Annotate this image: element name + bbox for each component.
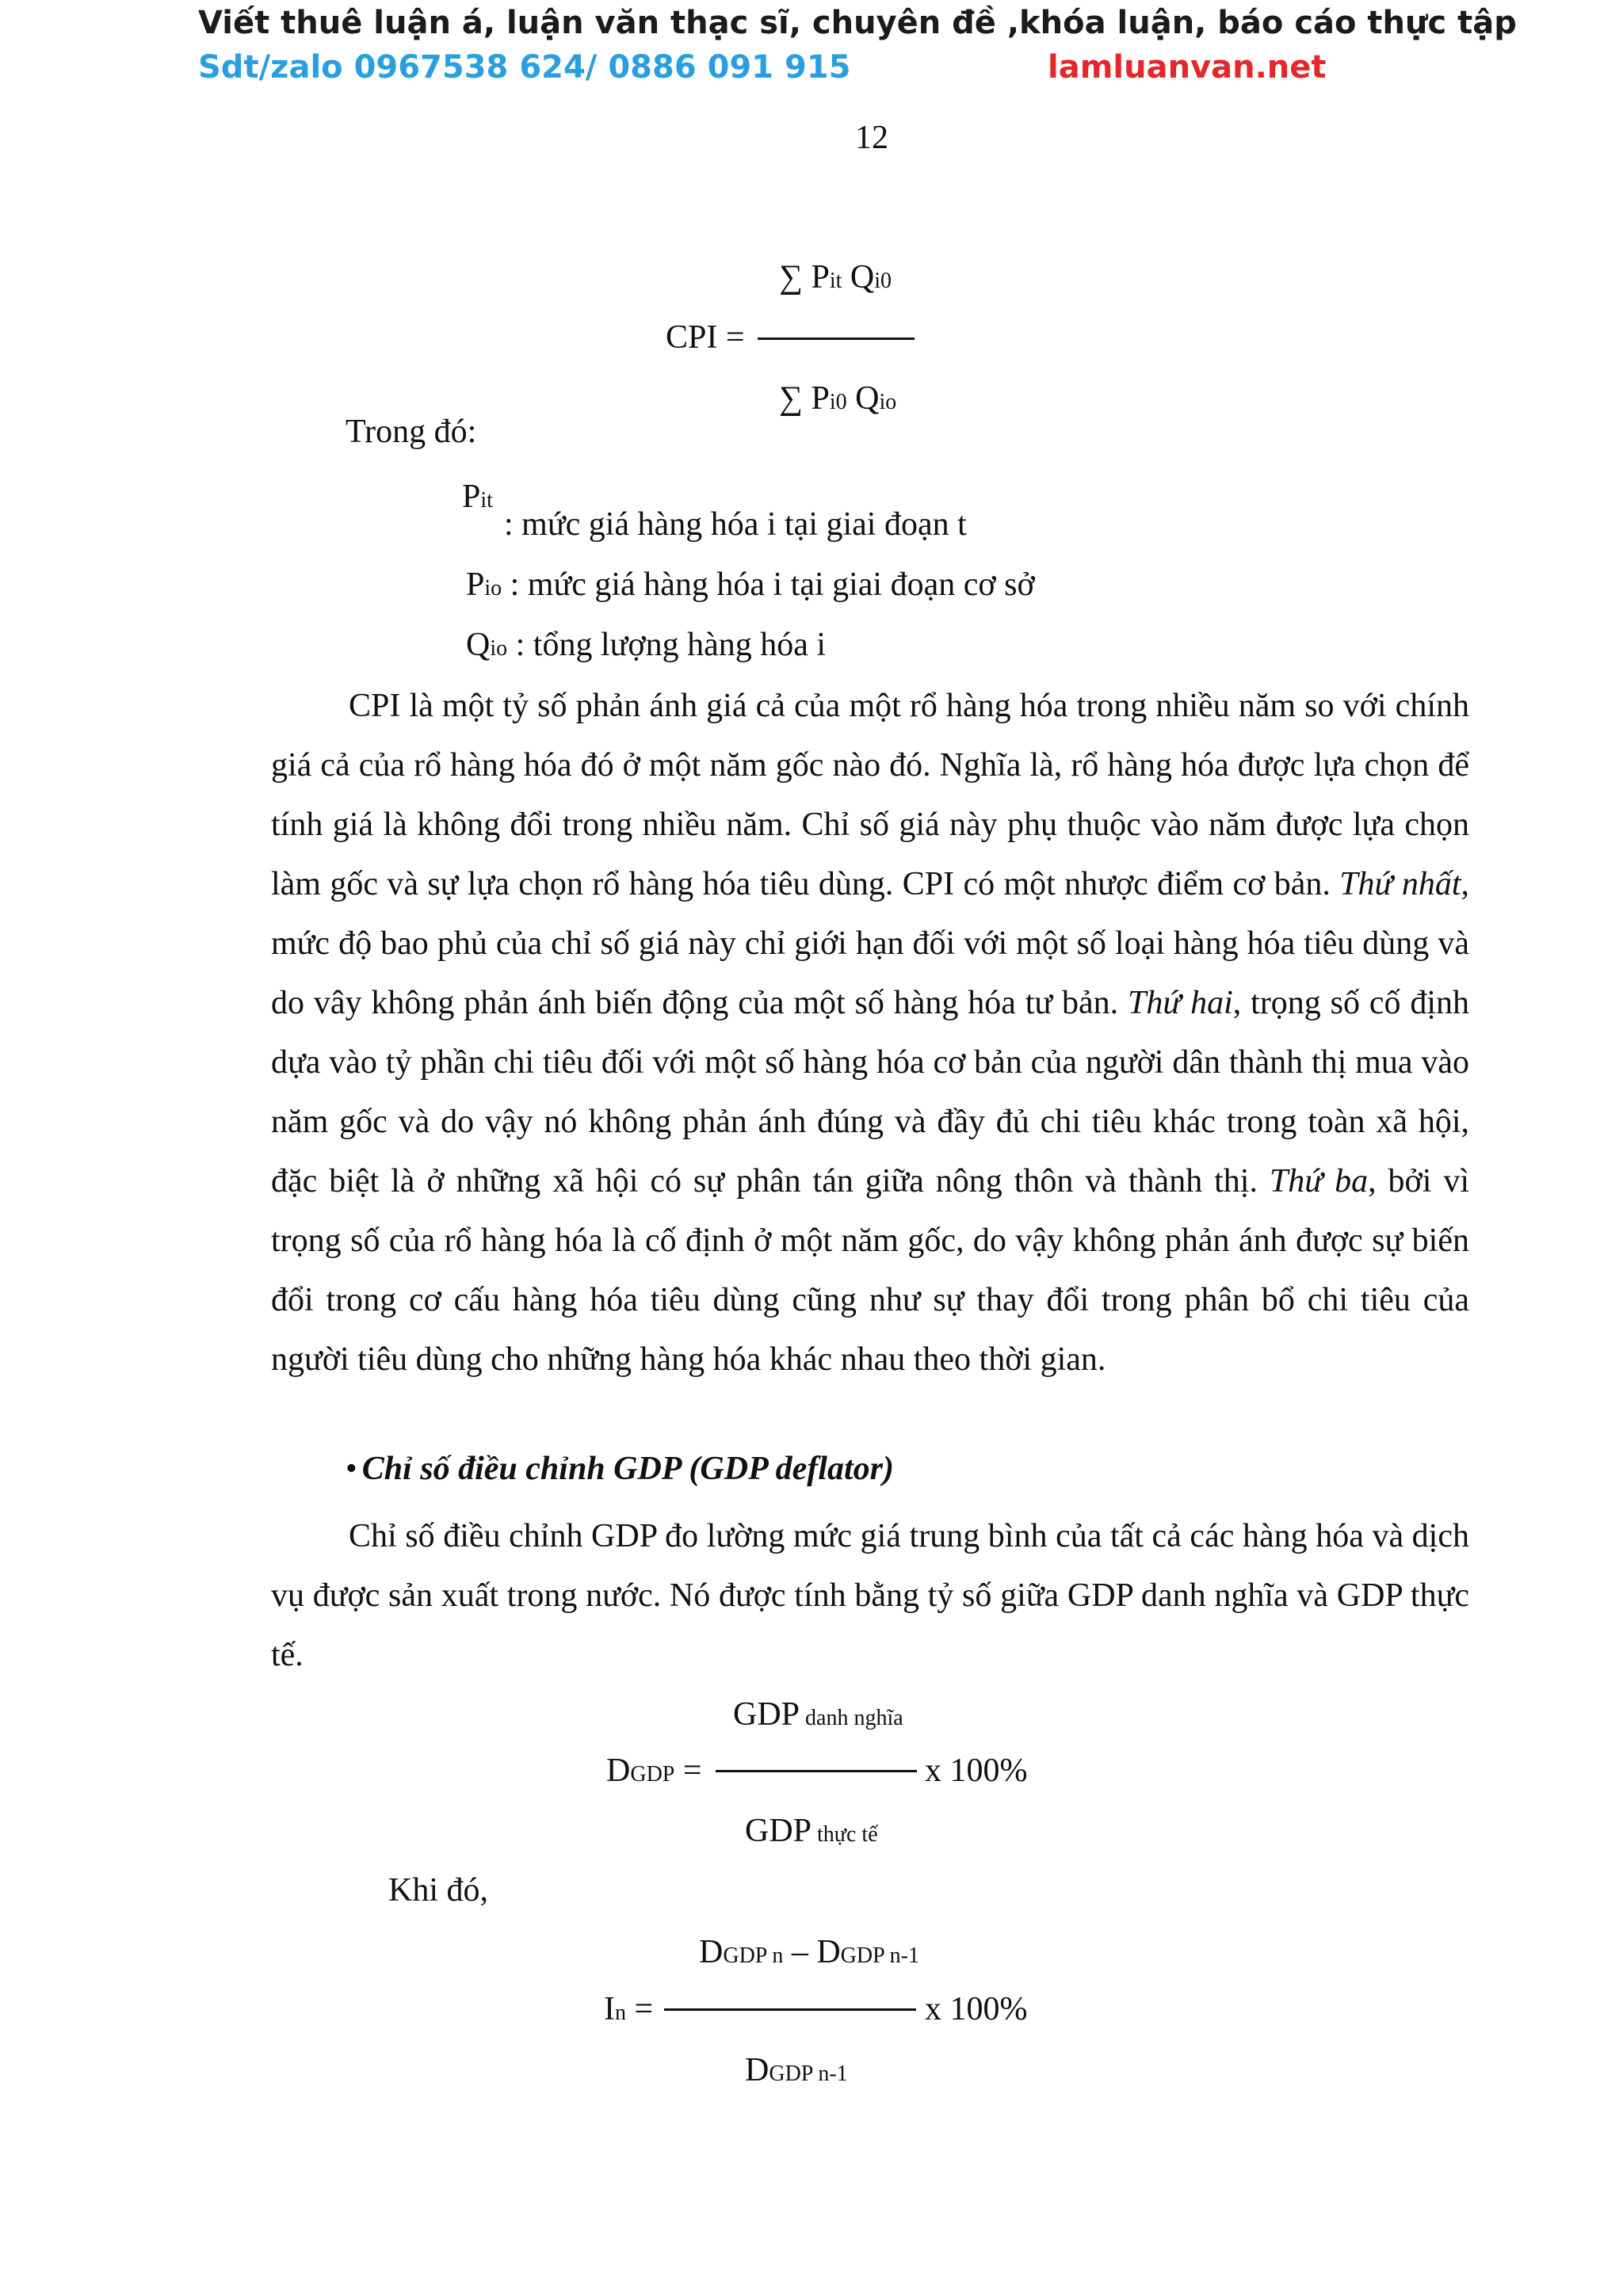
in-numerator: DGDP n – DGDP n-1 xyxy=(699,1934,919,1970)
gdp-lhs: DGDP = xyxy=(606,1753,702,1789)
in-lhs: In = xyxy=(604,1991,654,2027)
def-qio: Qio : tổng lượng hàng hóa i xyxy=(466,627,827,663)
def-pit-text: : mức giá hàng hóa i tại giai đoạn t xyxy=(504,506,967,543)
cpi-explanation-paragraph: CPI là một tỷ số phản ánh giá cả của một rổ hàng hóa trong nhiều năm so với chính giá cả của rổ hàng hóa đó ở một năm gốc nào đó. Nghĩa là, rổ hàng hóa được lựa chọn để tính giá là không đổi trong nhiều năm. Chỉ số giá này phụ thuộc vào năm được lựa chọn làm gốc và sự lựa chọn rổ hàng hóa tiêu dùng. CPI có một nhược điểm cơ bản. Thứ nhất, mức độ bao phủ của chỉ số giá này chỉ giới hạn đối với một số loại hàng hóa tiêu dùng và do vây không phản ánh biến động của một số hàng hóa tư bản. Thứ hai, trọng số cố định dựa vào tỷ phần chi tiêu đối với một số hàng hóa cơ bản của người dân thành thị mua vào năm gốc và do vậy nó không phản ánh đúng và đầy đủ chi tiêu khác trong toàn xã hội, đặc biệt là ở những xã hội có sự phân tán giữa nông thôn và thành thị. Thứ ba, bởi vì trọng số của rổ hàng hóa là cố định ở một năm gốc, do vậy không phản ánh được sự biến đổi trong cơ cấu hàng hóa tiêu dùng cũng như sự thay đổi trong phân bổ chi tiêu của người tiêu dùng cho những hàng hóa khác nhau theo thời gian. xyxy=(271,688,1470,1378)
page-number: 12 xyxy=(855,120,888,156)
header-contact xyxy=(198,45,1545,90)
gdp-deflator-heading: • Chỉ số điều chỉnh GDP (GDP deflator) xyxy=(346,1451,894,1487)
where-label: Trong đó: xyxy=(346,414,477,450)
in-rhs: x 100% xyxy=(925,1991,1028,2027)
cpi-denominator: ∑ Pi0 Qio xyxy=(779,380,897,417)
in-denominator: DGDP n-1 xyxy=(745,2052,848,2088)
cpi-lhs: CPI = xyxy=(666,319,745,356)
gdp-numerator: GDP danh nghĩa xyxy=(733,1696,903,1733)
in-fraction-bar xyxy=(664,2008,916,2011)
gdp-denominator: GDP thực tế xyxy=(745,1813,878,1849)
def-pio: Pio : mức giá hàng hóa i tại giai đoạn cơ sở xyxy=(466,566,1035,603)
cpi-numerator: ∑ Pit Qi0 xyxy=(779,259,892,296)
header-phone: Sdt/zalo 0967538 624/ 0886 091 915 xyxy=(198,49,851,86)
gdp-fraction-bar xyxy=(716,1770,917,1772)
def-pit-symbol: Pit xyxy=(462,479,493,515)
header-title: Viết thuê luận á, luận văn thạc sĩ, chuyên đề ,khóa luận, báo cáo thực tập xyxy=(198,5,1517,41)
header-site-link[interactable]: lamluanvan.net xyxy=(1048,49,1327,86)
then-label: Khi đó, xyxy=(388,1872,488,1909)
gdp-rhs: x 100% xyxy=(925,1753,1028,1789)
cpi-fraction-bar xyxy=(758,338,915,340)
gdp-deflator-paragraph: Chỉ số điều chỉnh GDP đo lường mức giá trung bình của tất cả các hàng hóa và dịch vụ được sản xuất trong nước. Nó được tính bằng tỷ số giữa GDP danh nghĩa và GDP thực tế. xyxy=(271,1518,1469,1673)
